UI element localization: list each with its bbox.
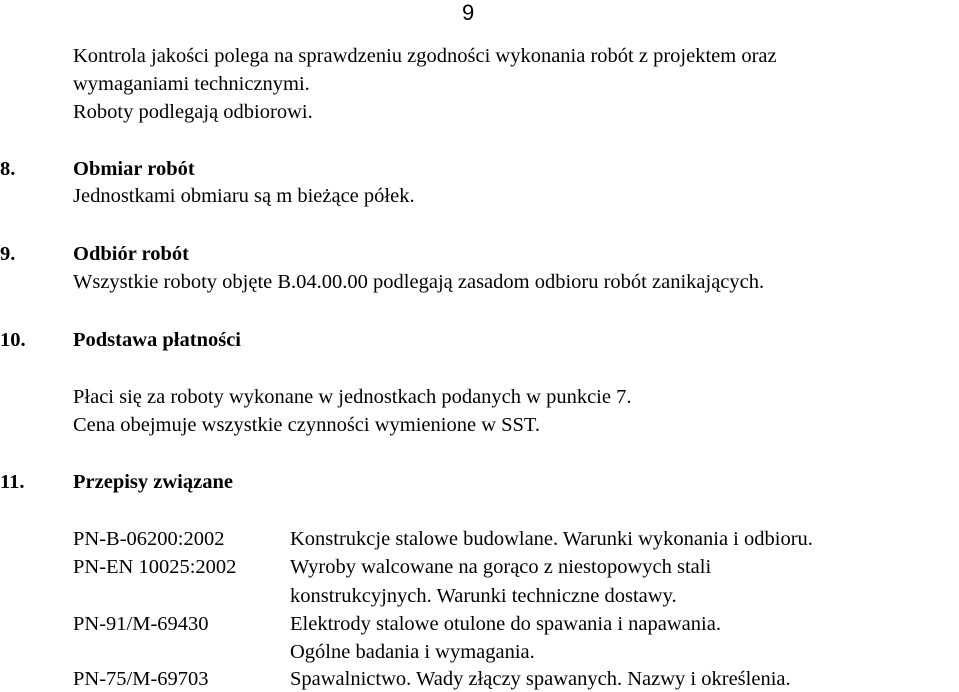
standard-description: Konstrukcje stalowe budowlane. Warunki wykonania i odbioru. (290, 528, 813, 550)
section-8-number: 8. (0, 158, 16, 180)
section-11-number: 11. (0, 471, 25, 493)
standard-description-continued: Ogólne badania i wymagania. (290, 641, 535, 663)
standard-description: Spawalnictwo. Wady złączy spawanych. Nazwy i określenia. (290, 668, 791, 690)
standard-description: Wyroby walcowane na gorąco z niestopowych stali (290, 556, 712, 578)
section-8-title: Obmiar robót (73, 158, 195, 180)
section-10-number: 10. (0, 329, 26, 351)
page-number: 9 (462, 0, 475, 25)
standard-description-continued: konstrukcyjnych. Warunki techniczne dostawy. (290, 585, 677, 607)
section-10-text-2: Cena obejmuje wszystkie czynności wymienione w SST. (73, 414, 541, 436)
section-9-text: Wszystkie roboty objęte B.04.00.00 podlegają zasadom odbioru robót zanikających. (73, 271, 765, 293)
standard-code: PN-75/M-69703 (73, 668, 209, 690)
standard-code: PN-EN 10025:2002 (73, 556, 237, 578)
intro-line-3: Roboty podlegają odbiorowi. (73, 101, 313, 123)
section-11-title: Przepisy związane (73, 471, 233, 493)
section-9-title: Odbiór robót (73, 243, 190, 265)
standard-code: PN-B-06200:2002 (73, 528, 225, 550)
intro-line-2: wymaganiami technicznymi. (73, 73, 310, 95)
section-9-number: 9. (0, 243, 16, 265)
intro-line-1: Kontrola jakości polega na sprawdzeniu zgodności wykonania robót z projektem oraz (73, 45, 777, 67)
standard-description: Elektrody stalowe otulone do spawania i napawania. (290, 613, 721, 635)
standard-code: PN-91/M-69430 (73, 613, 209, 635)
section-10-text-1: Płaci się za roboty wykonane w jednostkach podanych w punkcie 7. (73, 386, 632, 408)
section-8-text: Jednostkami obmiaru są m bieżące półek. (73, 185, 415, 207)
section-10-title: Podstawa płatności (73, 329, 242, 351)
